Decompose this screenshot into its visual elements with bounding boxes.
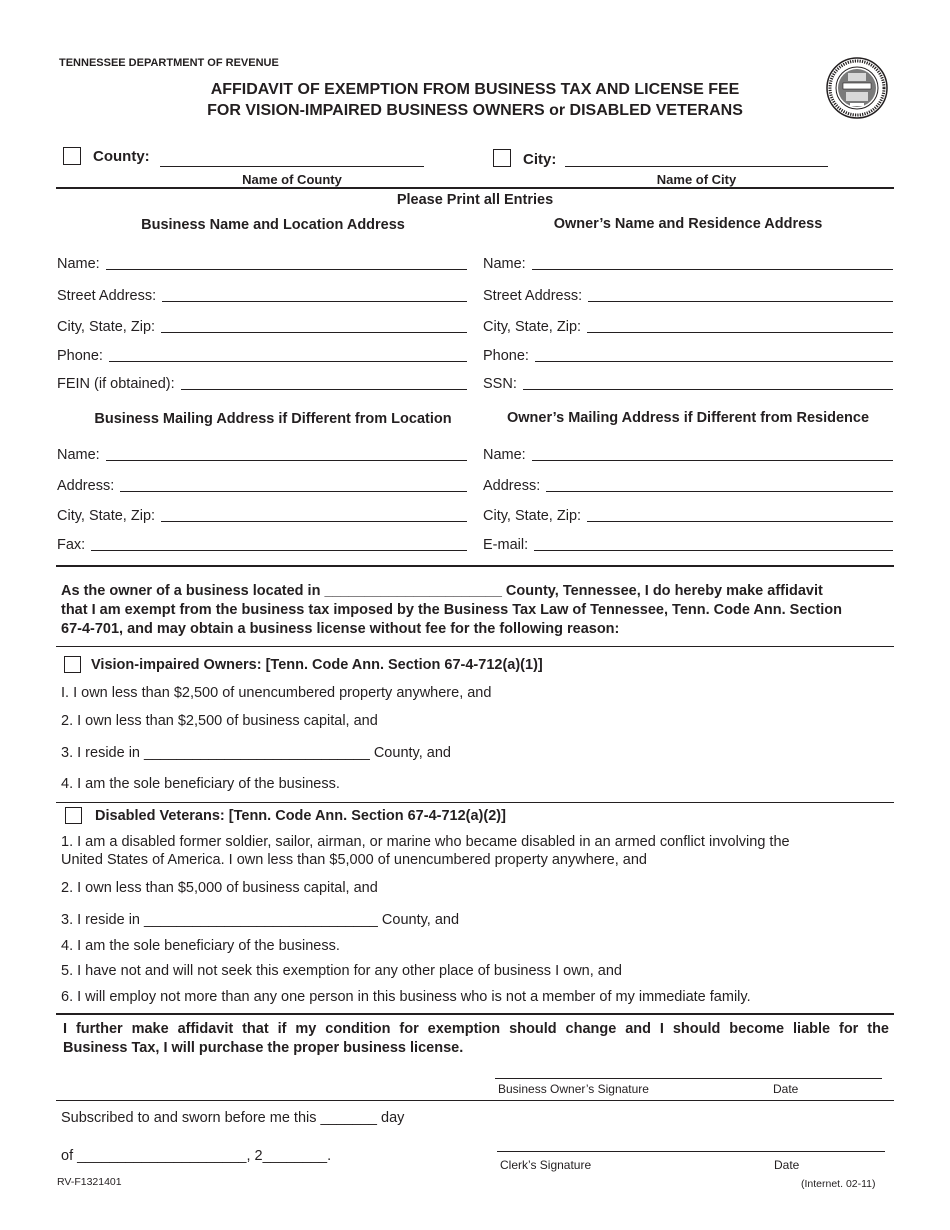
mailing-owner-address-label: Address: <box>483 478 541 494</box>
affidavit-line-2: that I am exempt from the business tax imposed by the Business Tax Law of Tennessee, Tenn. Code Ann. Section <box>61 602 843 618</box>
owner-street-field[interactable] <box>483 288 893 304</box>
vision-item-2: 2. I own less than $2,500 of business capital, and <box>61 713 378 729</box>
veterans-item-1-line-2: United States of America. I own less than $5,000 of unencumbered property anywhere, and <box>61 852 647 868</box>
sworn-date-line: of _____________________, 2________. <box>61 1148 332 1164</box>
business-mailing-heading: Business Mailing Address if Different from Location <box>94 411 452 427</box>
revision-note: (Internet. 02-11) <box>801 1178 876 1190</box>
owner-phone-field[interactable] <box>483 348 893 364</box>
owner-date-caption: Date <box>773 1082 799 1096</box>
mailing-business-city-label: City, State, Zip: <box>57 508 156 524</box>
city-label: City: <box>523 151 557 168</box>
vision-item-1: I. I own less than $2,500 of unencumbered property anywhere, and <box>61 685 492 701</box>
mailing-business-name-field[interactable] <box>57 447 467 463</box>
owner-signature-caption: Business Owner’s Signature <box>498 1082 649 1096</box>
owner-name-field[interactable] <box>483 256 893 272</box>
veterans-item-3: 3. I reside in _____________________________ County, and <box>61 912 460 928</box>
owner-section-heading: Owner’s Name and Residence Address <box>553 216 823 232</box>
city-name-input[interactable] <box>565 166 828 167</box>
business-phone-label: Phone: <box>57 348 103 364</box>
business-street-label: Street Address: <box>57 288 157 304</box>
owner-email-label: E-mail: <box>483 537 529 553</box>
veterans-item-4: 4. I am the sole beneficiary of the business. <box>61 938 340 954</box>
business-city-label: City, State, Zip: <box>57 319 156 335</box>
print-instructions: Please Print all Entries <box>396 192 554 208</box>
business-fein-field[interactable] <box>57 376 467 392</box>
veterans-item-1-line-1: 1. I am a disabled former soldier, sailor, airman, or marine who became disabled in an armed conflict involving the <box>61 834 790 850</box>
owner-street-label: Street Address: <box>483 288 583 304</box>
county-label: County: <box>93 148 150 165</box>
business-street-field[interactable] <box>57 288 467 304</box>
business-name-label: Name: <box>57 256 100 272</box>
business-fax-label: Fax: <box>57 537 86 553</box>
disabled-veterans-checkbox[interactable] <box>65 807 82 824</box>
business-name-field[interactable] <box>57 256 467 272</box>
clerk-date-caption: Date <box>774 1158 800 1172</box>
divider-top <box>56 187 894 189</box>
vision-item-4: 4. I am the sole beneficiary of the business. <box>61 776 340 792</box>
mailing-business-address-label: Address: <box>57 478 115 494</box>
affidavit-line-1: As the owner of a business located in ______________________ County, Tennessee, I do hereby make affidavit <box>61 583 823 599</box>
owner-email-field[interactable] <box>483 537 893 553</box>
form-title-line-1: AFFIDAVIT OF EXEMPTION FROM BUSINESS TAX AND LICENSE FEE <box>210 81 740 98</box>
owner-name-label: Name: <box>483 256 526 272</box>
further-line-1: I further make affidavit that if my condition for exemption should change and I should become liable for the <box>63 1021 889 1037</box>
veterans-item-6: 6. I will employ not more than any one person in this business who is not a member of my immediate family. <box>61 989 751 1005</box>
divider-vision <box>56 646 894 647</box>
veterans-item-2: 2. I own less than $5,000 of business capital, and <box>61 880 378 896</box>
city-checkbox[interactable] <box>493 149 511 167</box>
mailing-owner-name-field[interactable] <box>483 447 893 463</box>
mailing-owner-city-label: City, State, Zip: <box>483 508 582 524</box>
sworn-statement: Subscribed to and sworn before me this _______ day <box>61 1110 405 1126</box>
owner-city-label: City, State, Zip: <box>483 319 582 335</box>
divider-signatures <box>56 1100 894 1101</box>
mailing-owner-address-field[interactable] <box>483 478 893 494</box>
business-phone-field[interactable] <box>57 348 467 364</box>
owner-phone-label: Phone: <box>483 348 529 364</box>
vision-heading: Vision-impaired Owners: [Tenn. Code Ann. Section 67-4-712(a)(1)] <box>91 657 543 673</box>
mailing-business-city-field[interactable] <box>57 508 467 524</box>
clerk-signature-caption: Clerk’s Signature <box>500 1158 592 1172</box>
owner-city-field[interactable] <box>483 319 893 335</box>
divider-veterans <box>56 802 894 803</box>
mailing-business-name-label: Name: <box>57 447 100 463</box>
owner-signature-line[interactable] <box>495 1078 882 1079</box>
city-caption: Name of City <box>656 172 737 187</box>
business-fein-label: FEIN (if obtained): <box>57 376 175 392</box>
clerk-signature-line[interactable] <box>497 1151 885 1152</box>
affidavit-line-3: 67-4-701, and may obtain a business license without fee for the following reason: <box>61 621 620 637</box>
vision-impaired-checkbox[interactable] <box>64 656 81 673</box>
vision-item-3: 3. I reside in ____________________________ County, and <box>61 745 451 761</box>
mailing-business-address-field[interactable] <box>57 478 467 494</box>
form-number: RV-F1321401 <box>57 1176 122 1188</box>
divider-address-end <box>56 565 894 567</box>
owner-mailing-heading: Owner’s Mailing Address if Different from Residence <box>506 410 870 426</box>
owner-ssn-field[interactable] <box>483 376 893 392</box>
veterans-item-5: 5. I have not and will not seek this exemption for any other place of business I own, and <box>61 963 622 979</box>
veterans-heading: Disabled Veterans: [Tenn. Code Ann. Section 67-4-712(a)(2)] <box>95 808 506 824</box>
business-fax-field[interactable] <box>57 537 467 553</box>
county-caption: Name of County <box>242 172 342 187</box>
owner-ssn-label: SSN: <box>483 376 517 392</box>
county-checkbox[interactable] <box>63 147 81 165</box>
tennessee-state-seal-icon <box>826 57 888 119</box>
mailing-owner-city-field[interactable] <box>483 508 893 524</box>
form-title-line-2: FOR VISION-IMPAIRED BUSINESS OWNERS or DISABLED VETERANS <box>207 102 743 119</box>
department-name: TENNESSEE DEPARTMENT OF REVENUE <box>59 57 279 69</box>
divider-further <box>56 1013 894 1015</box>
business-section-heading: Business Name and Location Address <box>141 217 405 233</box>
mailing-owner-name-label: Name: <box>483 447 526 463</box>
business-city-field[interactable] <box>57 319 467 335</box>
further-line-2: Business Tax, I will purchase the proper business license. <box>63 1040 464 1056</box>
county-name-input[interactable] <box>160 166 424 167</box>
